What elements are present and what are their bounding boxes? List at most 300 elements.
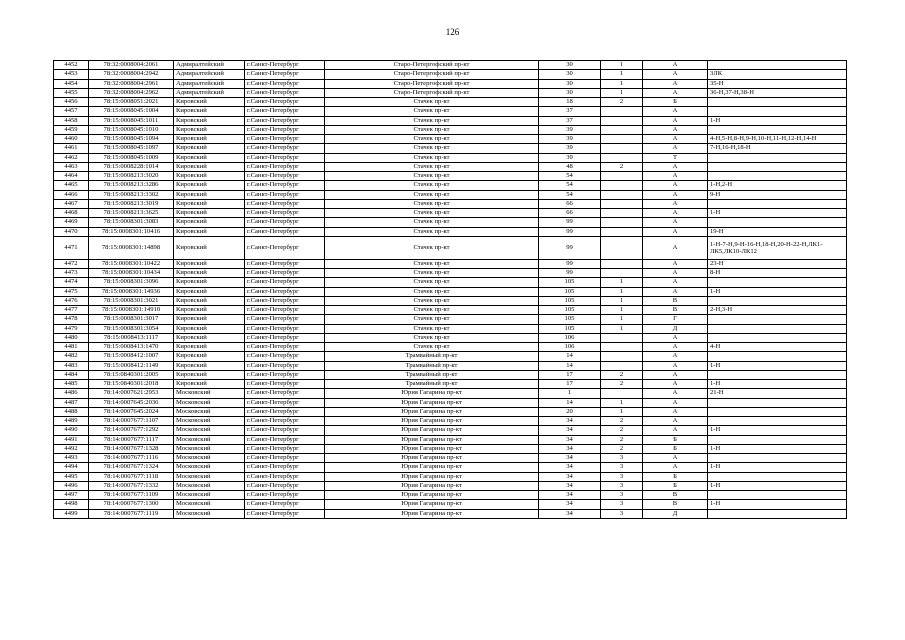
table-row bbox=[54, 144, 847, 153]
district-cell: Адмиралтейский bbox=[174, 88, 245, 97]
cadastral-number-cell: 78:15:0008228:1014 bbox=[89, 162, 174, 171]
letter-cell: В bbox=[643, 500, 708, 509]
street-cell: Юрия Гагарина пр-кт bbox=[325, 444, 539, 453]
house-number-cell: 37 bbox=[539, 107, 601, 116]
letter-cell: Г bbox=[643, 315, 708, 324]
row-number-cell: 4491 bbox=[54, 435, 89, 444]
registry-table-body bbox=[54, 61, 847, 519]
row-number-cell: 4496 bbox=[54, 481, 89, 490]
city-cell: г.Санкт-Петербург bbox=[245, 472, 325, 481]
district-cell: Кировский bbox=[174, 306, 245, 315]
row-number-cell: 4453 bbox=[54, 70, 89, 79]
letter-cell: А bbox=[643, 259, 708, 268]
house-number-cell: 18 bbox=[539, 98, 601, 107]
cadastral-number-cell: 78:15:0008213:3020 bbox=[89, 172, 174, 181]
house-number-cell: 14 bbox=[539, 398, 601, 407]
district-cell: Кировский bbox=[174, 343, 245, 352]
building-number-cell bbox=[601, 209, 643, 218]
row-number-cell: 4469 bbox=[54, 218, 89, 227]
table-row bbox=[54, 227, 847, 236]
district-cell: Московский bbox=[174, 426, 245, 435]
letter-cell: А bbox=[643, 227, 708, 236]
cadastral-number-cell: 78:15:0008301:3054 bbox=[89, 324, 174, 333]
street-cell: Стачек пр-кт bbox=[325, 278, 539, 287]
letter-cell: А bbox=[643, 417, 708, 426]
premises-cell: 1-Н bbox=[708, 463, 847, 472]
house-number-cell: 34 bbox=[539, 426, 601, 435]
row-number-cell: 4461 bbox=[54, 144, 89, 153]
letter-cell: А bbox=[643, 116, 708, 125]
row-number-cell: 4464 bbox=[54, 172, 89, 181]
district-cell: Кировский bbox=[174, 333, 245, 342]
house-number-cell: 39 bbox=[539, 125, 601, 134]
house-number-cell: 99 bbox=[539, 227, 601, 236]
building-number-cell bbox=[601, 218, 643, 227]
cadastral-number-cell: 78:14:0007677:1117 bbox=[89, 435, 174, 444]
premises-cell: 3ЛК bbox=[708, 70, 847, 79]
letter-cell: А bbox=[643, 209, 708, 218]
city-cell: г.Санкт-Петербург bbox=[245, 144, 325, 153]
street-cell: Стачек пр-кт bbox=[325, 343, 539, 352]
cadastral-number-cell: 78:14:0007677:1118 bbox=[89, 472, 174, 481]
row-number-cell: 4489 bbox=[54, 417, 89, 426]
city-cell: г.Санкт-Петербург bbox=[245, 398, 325, 407]
table-row bbox=[54, 79, 847, 88]
letter-cell: А bbox=[643, 343, 708, 352]
street-cell: Стачек пр-кт bbox=[325, 172, 539, 181]
city-cell: г.Санкт-Петербург bbox=[245, 88, 325, 97]
city-cell: г.Санкт-Петербург bbox=[245, 236, 325, 259]
building-number-cell bbox=[601, 190, 643, 199]
premises-cell: 1-Н bbox=[708, 426, 847, 435]
street-cell: Юрия Гагарина пр-кт bbox=[325, 389, 539, 398]
table-row bbox=[54, 380, 847, 389]
city-cell: г.Санкт-Петербург bbox=[245, 407, 325, 416]
building-number-cell bbox=[601, 172, 643, 181]
letter-cell: А bbox=[643, 107, 708, 116]
building-number-cell: 3 bbox=[601, 472, 643, 481]
row-number-cell: 4487 bbox=[54, 398, 89, 407]
city-cell: г.Санкт-Петербург bbox=[245, 135, 325, 144]
premises-cell bbox=[708, 98, 847, 107]
row-number-cell: 4494 bbox=[54, 463, 89, 472]
letter-cell: А bbox=[643, 181, 708, 190]
table-row bbox=[54, 181, 847, 190]
district-cell: Московский bbox=[174, 509, 245, 518]
city-cell: г.Санкт-Петербург bbox=[245, 343, 325, 352]
district-cell: Кировский bbox=[174, 296, 245, 305]
district-cell: Кировский bbox=[174, 259, 245, 268]
row-number-cell: 4462 bbox=[54, 153, 89, 162]
cadastral-number-cell: 78:14:0007645:2036 bbox=[89, 398, 174, 407]
letter-cell: А bbox=[643, 269, 708, 278]
premises-cell: 1-Н bbox=[708, 116, 847, 125]
premises-cell bbox=[708, 162, 847, 171]
row-number-cell: 4466 bbox=[54, 190, 89, 199]
street-cell: Стачек пр-кт bbox=[325, 107, 539, 116]
building-number-cell: 3 bbox=[601, 481, 643, 490]
premises-cell: 1-Н bbox=[708, 287, 847, 296]
cadastral-number-cell: 78:15:0008045:1010 bbox=[89, 125, 174, 134]
house-number-cell: 30 bbox=[539, 70, 601, 79]
house-number-cell: 99 bbox=[539, 269, 601, 278]
cadastral-number-cell: 78:15:0008301:10422 bbox=[89, 259, 174, 268]
table-row bbox=[54, 70, 847, 79]
table-row bbox=[54, 315, 847, 324]
house-number-cell: 34 bbox=[539, 417, 601, 426]
cadastral-number-cell: 78:14:0007677:1107 bbox=[89, 417, 174, 426]
house-number-cell: 105 bbox=[539, 296, 601, 305]
premises-cell: 23-Н bbox=[708, 259, 847, 268]
premises-cell bbox=[708, 435, 847, 444]
street-cell: Стачек пр-кт bbox=[325, 135, 539, 144]
cadastral-number-cell: 78:15:0008301:3021 bbox=[89, 296, 174, 305]
district-cell: Кировский bbox=[174, 125, 245, 134]
city-cell: г.Санкт-Петербург bbox=[245, 454, 325, 463]
city-cell: г.Санкт-Петербург bbox=[245, 370, 325, 379]
letter-cell: Д bbox=[643, 324, 708, 333]
street-cell: Стачек пр-кт bbox=[325, 324, 539, 333]
city-cell: г.Санкт-Петербург bbox=[245, 426, 325, 435]
cadastral-number-cell: 78:15:0008301:3017 bbox=[89, 315, 174, 324]
row-number-cell: 4482 bbox=[54, 352, 89, 361]
letter-cell: А bbox=[643, 380, 708, 389]
street-cell: Стачек пр-кт bbox=[325, 333, 539, 342]
district-cell: Московский bbox=[174, 444, 245, 453]
letter-cell: А bbox=[643, 88, 708, 97]
house-number-cell: 14 bbox=[539, 352, 601, 361]
premises-cell: 1-Н bbox=[708, 209, 847, 218]
row-number-cell: 4492 bbox=[54, 444, 89, 453]
cadastral-number-cell: 78:15:0840301:2018 bbox=[89, 380, 174, 389]
city-cell: г.Санкт-Петербург bbox=[245, 481, 325, 490]
building-number-cell: 1 bbox=[601, 398, 643, 407]
letter-cell: А bbox=[643, 370, 708, 379]
premises-cell bbox=[708, 172, 847, 181]
premises-cell bbox=[708, 454, 847, 463]
city-cell: г.Санкт-Петербург bbox=[245, 315, 325, 324]
table-row bbox=[54, 481, 847, 490]
premises-cell bbox=[708, 509, 847, 518]
cadastral-number-cell: 78:14:0007677:1300 bbox=[89, 500, 174, 509]
table-row bbox=[54, 435, 847, 444]
table-row bbox=[54, 361, 847, 370]
city-cell: г.Санкт-Петербург bbox=[245, 162, 325, 171]
row-number-cell: 4465 bbox=[54, 181, 89, 190]
building-number-cell: 2 bbox=[601, 417, 643, 426]
house-number-cell: 17 bbox=[539, 370, 601, 379]
letter-cell: А bbox=[643, 199, 708, 208]
district-cell: Московский bbox=[174, 398, 245, 407]
building-number-cell bbox=[601, 199, 643, 208]
premises-cell: 7-Н,16-Н,18-Н bbox=[708, 144, 847, 153]
building-number-cell bbox=[601, 352, 643, 361]
premises-cell bbox=[708, 472, 847, 481]
row-number-cell: 4454 bbox=[54, 79, 89, 88]
building-number-cell: 3 bbox=[601, 500, 643, 509]
house-number-cell: 34 bbox=[539, 472, 601, 481]
cadastral-number-cell: 78:15:0008213:3302 bbox=[89, 190, 174, 199]
cadastral-number-cell: 78:15:0008301:10416 bbox=[89, 227, 174, 236]
district-cell: Московский bbox=[174, 463, 245, 472]
table-row bbox=[54, 370, 847, 379]
street-cell: Стачек пр-кт bbox=[325, 190, 539, 199]
premises-cell bbox=[708, 352, 847, 361]
table-row bbox=[54, 172, 847, 181]
street-cell: Юрия Гагарина пр-кт bbox=[325, 417, 539, 426]
table-row bbox=[54, 135, 847, 144]
city-cell: г.Санкт-Петербург bbox=[245, 417, 325, 426]
premises-cell: 1-Н bbox=[708, 361, 847, 370]
street-cell: Стачек пр-кт bbox=[325, 199, 539, 208]
city-cell: г.Санкт-Петербург bbox=[245, 116, 325, 125]
premises-cell bbox=[708, 153, 847, 162]
district-cell: Кировский bbox=[174, 236, 245, 259]
table-row bbox=[54, 343, 847, 352]
letter-cell: А bbox=[643, 389, 708, 398]
house-number-cell: 20 bbox=[539, 407, 601, 416]
registry-table bbox=[53, 60, 847, 519]
page-number: 126 bbox=[445, 27, 460, 37]
premises-cell: 36-Н,37-Н,38-Н bbox=[708, 88, 847, 97]
premises-cell bbox=[708, 61, 847, 70]
district-cell: Кировский bbox=[174, 199, 245, 208]
table-row bbox=[54, 472, 847, 481]
letter-cell: А bbox=[643, 398, 708, 407]
district-cell: Кировский bbox=[174, 278, 245, 287]
premises-cell bbox=[708, 491, 847, 500]
building-number-cell bbox=[601, 116, 643, 125]
cadastral-number-cell: 78:32:0008004:2061 bbox=[89, 61, 174, 70]
street-cell: Юрия Гагарина пр-кт bbox=[325, 491, 539, 500]
city-cell: г.Санкт-Петербург bbox=[245, 61, 325, 70]
district-cell: Московский bbox=[174, 389, 245, 398]
cadastral-number-cell: 78:14:0007677:1328 bbox=[89, 444, 174, 453]
table-row bbox=[54, 454, 847, 463]
cadastral-number-cell: 78:15:0008213:3625 bbox=[89, 209, 174, 218]
row-number-cell: 4475 bbox=[54, 287, 89, 296]
building-number-cell: 1 bbox=[601, 70, 643, 79]
building-number-cell: 3 bbox=[601, 463, 643, 472]
district-cell: Московский bbox=[174, 472, 245, 481]
house-number-cell: 34 bbox=[539, 454, 601, 463]
premises-cell bbox=[708, 278, 847, 287]
letter-cell: А bbox=[643, 61, 708, 70]
row-number-cell: 4473 bbox=[54, 269, 89, 278]
table-row bbox=[54, 162, 847, 171]
row-number-cell: 4498 bbox=[54, 500, 89, 509]
house-number-cell: 66 bbox=[539, 199, 601, 208]
cadastral-number-cell: 78:14:0007677:1116 bbox=[89, 454, 174, 463]
premises-cell: 4-Н bbox=[708, 343, 847, 352]
letter-cell: А bbox=[643, 125, 708, 134]
letter-cell: А bbox=[643, 70, 708, 79]
house-number-cell: 106 bbox=[539, 343, 601, 352]
house-number-cell: 39 bbox=[539, 135, 601, 144]
street-cell: Стачек пр-кт bbox=[325, 315, 539, 324]
table-row bbox=[54, 125, 847, 134]
table-row bbox=[54, 61, 847, 70]
premises-cell: 1-Н bbox=[708, 481, 847, 490]
premises-cell: 1-Н bbox=[708, 380, 847, 389]
letter-cell: А bbox=[643, 190, 708, 199]
house-number-cell: 54 bbox=[539, 190, 601, 199]
cadastral-number-cell: 78:15:0008301:14898 bbox=[89, 236, 174, 259]
premises-cell: 8-Н bbox=[708, 269, 847, 278]
street-cell: Трамвайный пр-кт bbox=[325, 370, 539, 379]
district-cell: Московский bbox=[174, 481, 245, 490]
city-cell: г.Санкт-Петербург bbox=[245, 278, 325, 287]
row-number-cell: 4499 bbox=[54, 509, 89, 518]
cadastral-number-cell: 78:14:0007621:2953 bbox=[89, 389, 174, 398]
district-cell: Московский bbox=[174, 500, 245, 509]
row-number-cell: 4472 bbox=[54, 259, 89, 268]
row-number-cell: 4477 bbox=[54, 306, 89, 315]
table-row bbox=[54, 389, 847, 398]
district-cell: Адмиралтейский bbox=[174, 70, 245, 79]
district-cell: Московский bbox=[174, 454, 245, 463]
district-cell: Адмиралтейский bbox=[174, 79, 245, 88]
street-cell: Юрия Гагарина пр-кт bbox=[325, 454, 539, 463]
street-cell: Стачек пр-кт bbox=[325, 144, 539, 153]
building-number-cell: 2 bbox=[601, 98, 643, 107]
row-number-cell: 4458 bbox=[54, 116, 89, 125]
table-row bbox=[54, 509, 847, 518]
cadastral-number-cell: 78:15:0840301:2005 bbox=[89, 370, 174, 379]
house-number-cell: 34 bbox=[539, 481, 601, 490]
letter-cell: А bbox=[643, 463, 708, 472]
premises-cell bbox=[708, 407, 847, 416]
district-cell: Московский bbox=[174, 407, 245, 416]
building-number-cell bbox=[601, 181, 643, 190]
house-number-cell: 30 bbox=[539, 61, 601, 70]
premises-cell: 1-Н-7-Н,9-Н-16-Н,18-Н,20-Н-22-Н,ЛК1-ЛК5,ЛК10-ЛК12 bbox=[708, 236, 847, 259]
street-cell: Юрия Гагарина пр-кт bbox=[325, 435, 539, 444]
table-row bbox=[54, 236, 847, 259]
building-number-cell: 3 bbox=[601, 509, 643, 518]
house-number-cell: 48 bbox=[539, 162, 601, 171]
street-cell: Старо-Петергофский пр-кт bbox=[325, 79, 539, 88]
cadastral-number-cell: 78:14:0007677:1109 bbox=[89, 491, 174, 500]
house-number-cell: 99 bbox=[539, 236, 601, 259]
house-number-cell: 105 bbox=[539, 278, 601, 287]
building-number-cell bbox=[601, 333, 643, 342]
district-cell: Кировский bbox=[174, 352, 245, 361]
letter-cell: А bbox=[643, 361, 708, 370]
building-number-cell bbox=[601, 361, 643, 370]
cadastral-number-cell: 78:15:0008045:1004 bbox=[89, 107, 174, 116]
cadastral-number-cell: 78:32:0008004:2942 bbox=[89, 70, 174, 79]
building-number-cell bbox=[601, 343, 643, 352]
building-number-cell: 1 bbox=[601, 61, 643, 70]
building-number-cell bbox=[601, 269, 643, 278]
street-cell: Юрия Гагарина пр-кт bbox=[325, 509, 539, 518]
cadastral-number-cell: 78:14:0007677:1332 bbox=[89, 481, 174, 490]
table-row bbox=[54, 296, 847, 305]
letter-cell: Д bbox=[643, 509, 708, 518]
district-cell: Кировский bbox=[174, 209, 245, 218]
house-number-cell: 54 bbox=[539, 172, 601, 181]
row-number-cell: 4463 bbox=[54, 162, 89, 171]
city-cell: г.Санкт-Петербург bbox=[245, 98, 325, 107]
letter-cell: А bbox=[643, 333, 708, 342]
row-number-cell: 4468 bbox=[54, 209, 89, 218]
premises-cell: 19-Н bbox=[708, 227, 847, 236]
building-number-cell bbox=[601, 389, 643, 398]
letter-cell: В bbox=[643, 296, 708, 305]
city-cell: г.Санкт-Петербург bbox=[245, 190, 325, 199]
letter-cell: А bbox=[643, 454, 708, 463]
street-cell: Стачек пр-кт bbox=[325, 98, 539, 107]
house-number-cell: 17 bbox=[539, 380, 601, 389]
table-row bbox=[54, 116, 847, 125]
letter-cell: В bbox=[643, 306, 708, 315]
street-cell: Юрия Гагарина пр-кт bbox=[325, 472, 539, 481]
table-row bbox=[54, 417, 847, 426]
house-number-cell: 105 bbox=[539, 315, 601, 324]
district-cell: Кировский bbox=[174, 315, 245, 324]
district-cell: Московский bbox=[174, 435, 245, 444]
street-cell: Стачек пр-кт bbox=[325, 181, 539, 190]
row-number-cell: 4483 bbox=[54, 361, 89, 370]
house-number-cell: 34 bbox=[539, 509, 601, 518]
row-number-cell: 4488 bbox=[54, 407, 89, 416]
premises-cell: 21-Н bbox=[708, 389, 847, 398]
row-number-cell: 4486 bbox=[54, 389, 89, 398]
cadastral-number-cell: 78:15:0008301:14910 bbox=[89, 306, 174, 315]
cadastral-number-cell: 78:32:0008004:2962 bbox=[89, 88, 174, 97]
street-cell: Юрия Гагарина пр-кт bbox=[325, 407, 539, 416]
letter-cell: А bbox=[643, 144, 708, 153]
table-row bbox=[54, 209, 847, 218]
house-number-cell: 34 bbox=[539, 500, 601, 509]
district-cell: Кировский bbox=[174, 380, 245, 389]
table-row bbox=[54, 333, 847, 342]
city-cell: г.Санкт-Петербург bbox=[245, 435, 325, 444]
district-cell: Кировский bbox=[174, 107, 245, 116]
district-cell: Кировский bbox=[174, 162, 245, 171]
cadastral-number-cell: 78:15:0008413:1470 bbox=[89, 343, 174, 352]
street-cell: Юрия Гагарина пр-кт bbox=[325, 463, 539, 472]
street-cell: Стачек пр-кт bbox=[325, 116, 539, 125]
table-row bbox=[54, 190, 847, 199]
letter-cell: В bbox=[643, 491, 708, 500]
row-number-cell: 4495 bbox=[54, 472, 89, 481]
cadastral-number-cell: 78:15:0008045:1011 bbox=[89, 116, 174, 125]
letter-cell: А bbox=[643, 407, 708, 416]
street-cell: Юрия Гагарина пр-кт bbox=[325, 500, 539, 509]
street-cell: Трамвайный пр-кт bbox=[325, 380, 539, 389]
building-number-cell: 2 bbox=[601, 380, 643, 389]
letter-cell: Б bbox=[643, 435, 708, 444]
table-row bbox=[54, 107, 847, 116]
city-cell: г.Санкт-Петербург bbox=[245, 389, 325, 398]
building-number-cell: 1 bbox=[601, 306, 643, 315]
city-cell: г.Санкт-Петербург bbox=[245, 269, 325, 278]
city-cell: г.Санкт-Петербург bbox=[245, 199, 325, 208]
street-cell: Стачек пр-кт bbox=[325, 236, 539, 259]
city-cell: г.Санкт-Петербург bbox=[245, 153, 325, 162]
district-cell: Кировский bbox=[174, 269, 245, 278]
street-cell: Старо-Петергофский пр-кт bbox=[325, 61, 539, 70]
city-cell: г.Санкт-Петербург bbox=[245, 172, 325, 181]
district-cell: Кировский bbox=[174, 370, 245, 379]
row-number-cell: 4476 bbox=[54, 296, 89, 305]
street-cell: Юрия Гагарина пр-кт bbox=[325, 481, 539, 490]
street-cell: Стачек пр-кт bbox=[325, 209, 539, 218]
table-row bbox=[54, 463, 847, 472]
district-cell: Кировский bbox=[174, 190, 245, 199]
